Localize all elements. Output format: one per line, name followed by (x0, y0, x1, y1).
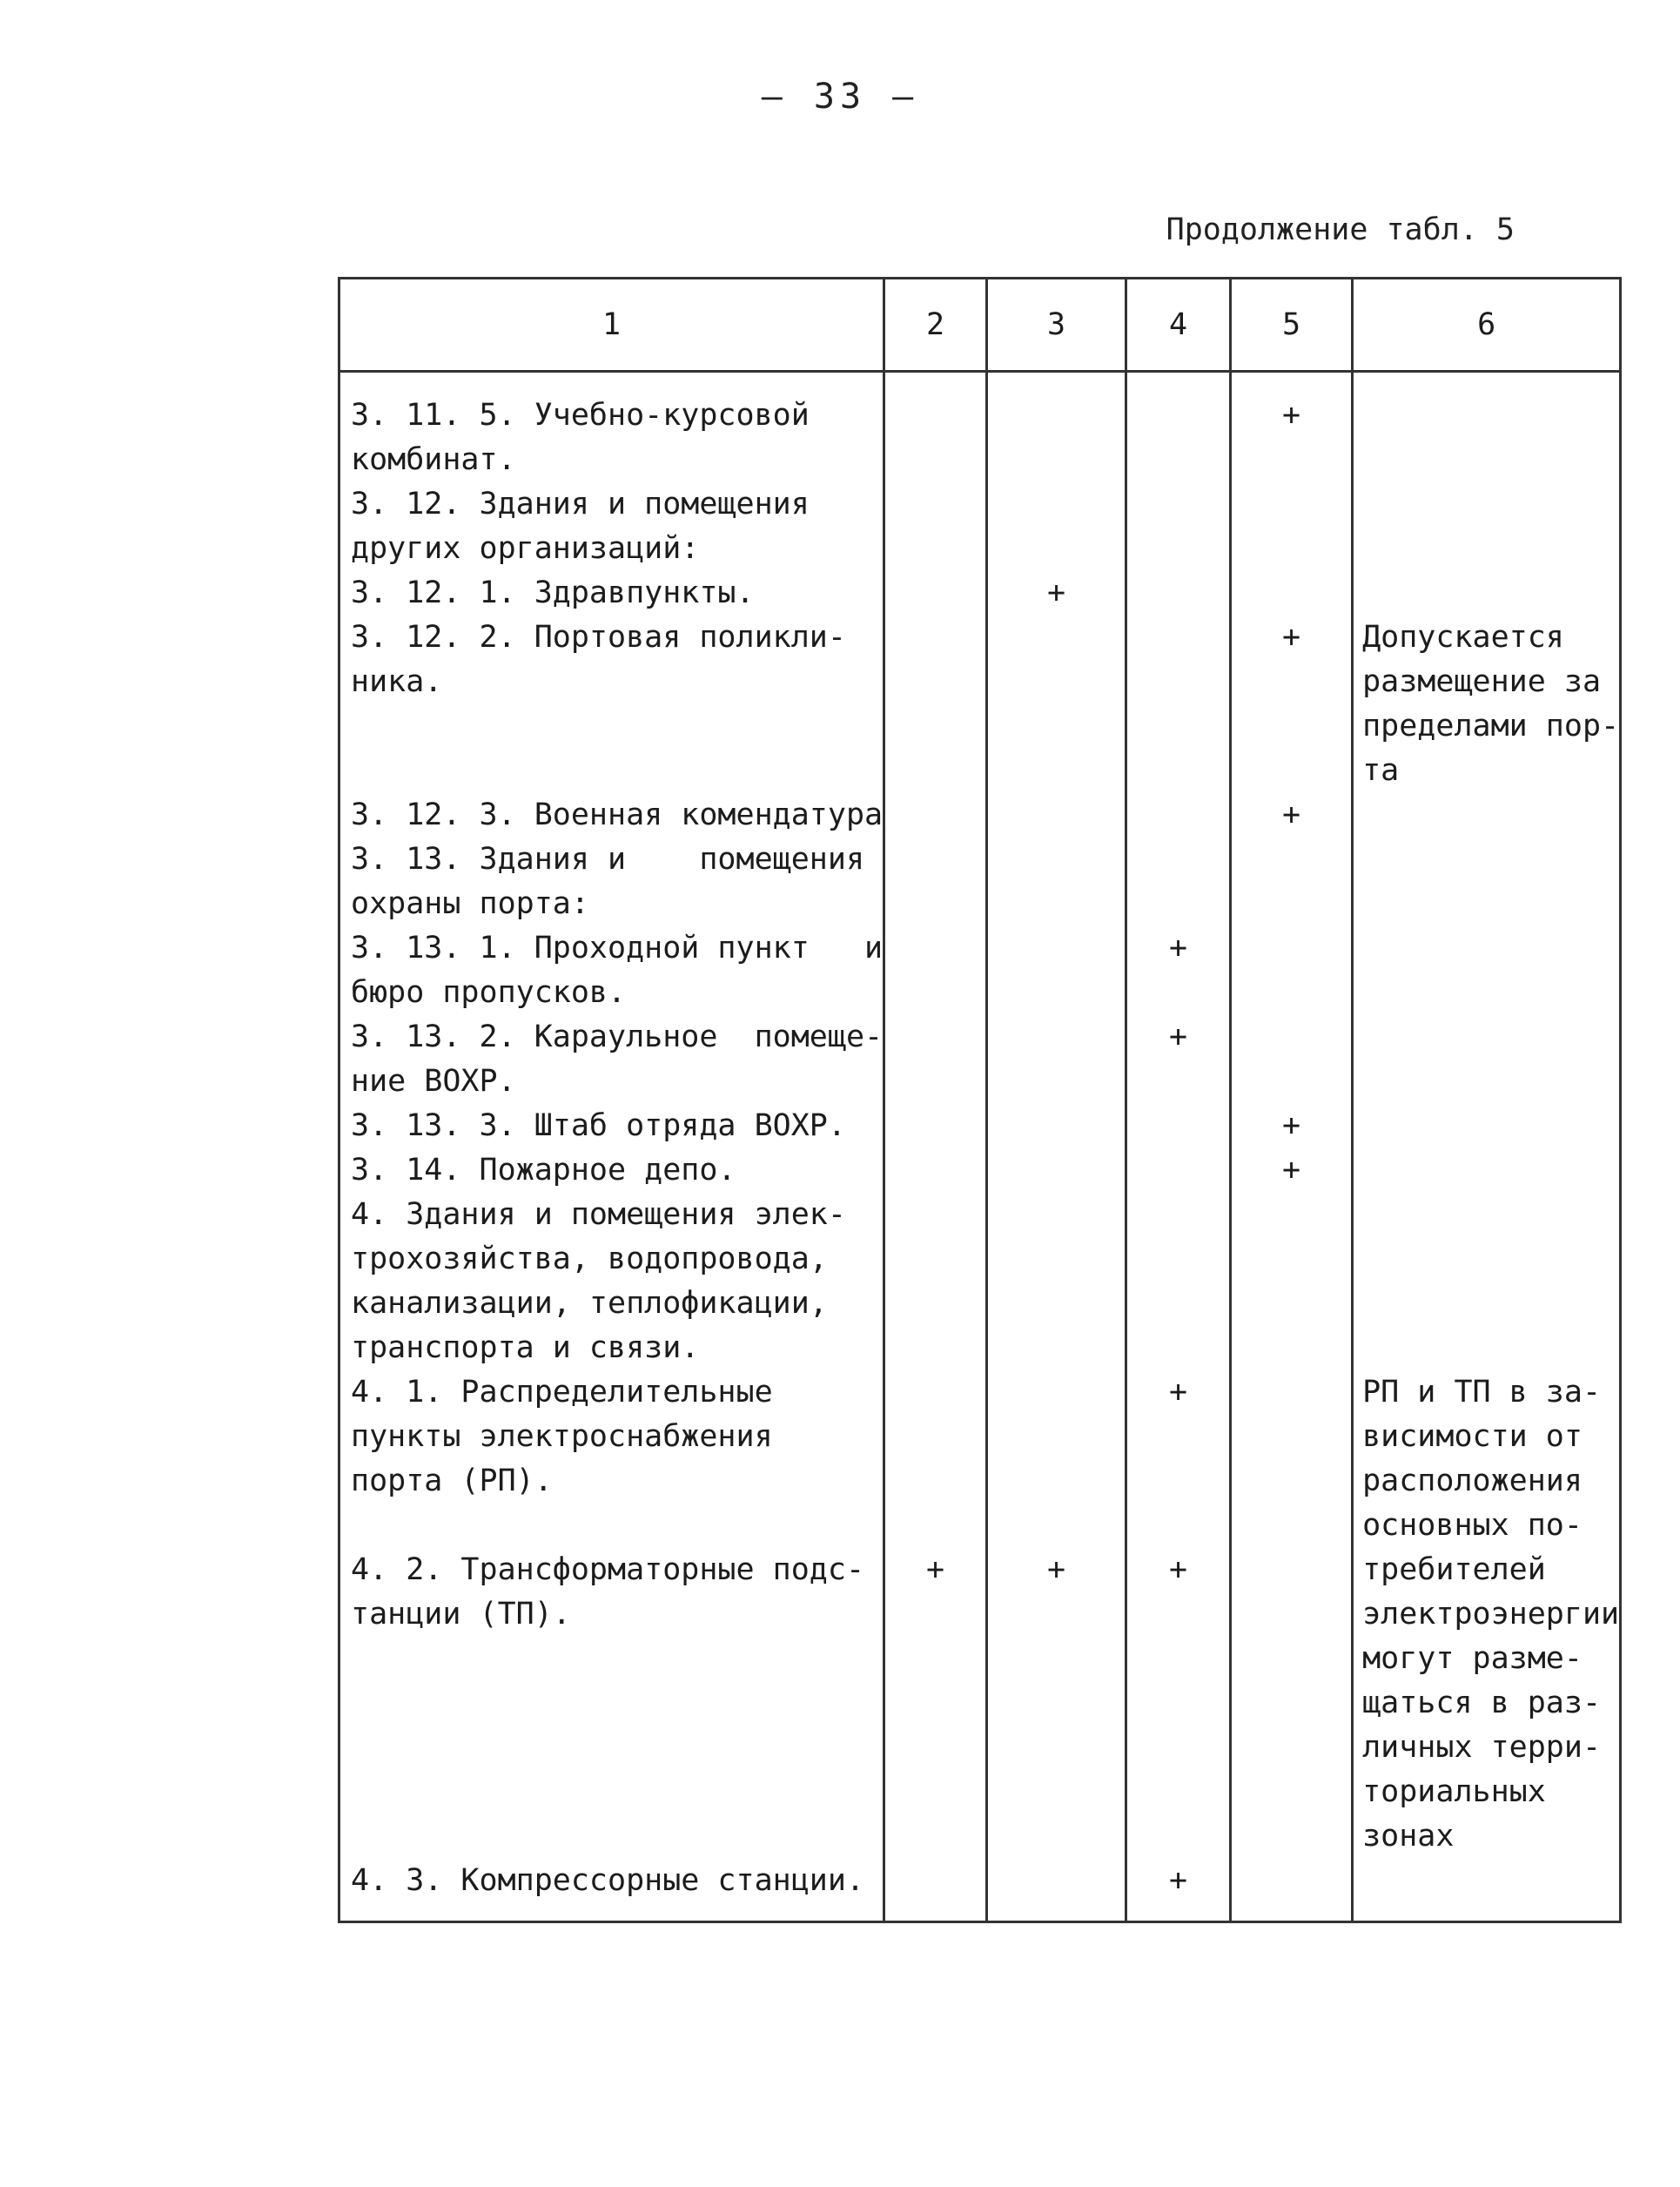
cell-note: личных терри- (1353, 1726, 1621, 1770)
cell-zone-3 (987, 838, 1126, 882)
cell-zone-3 (987, 971, 1126, 1015)
cell-note (1353, 372, 1621, 439)
cell-object-name (339, 704, 884, 749)
cell-zone-3: + (987, 571, 1126, 616)
cell-zone-5: + (1231, 372, 1353, 439)
cell-zone-3 (987, 926, 1126, 971)
table-row (339, 1459, 1621, 1504)
cell-note: ториальных (1353, 1770, 1621, 1814)
cell-object-name: транспорта и связи. (339, 1326, 884, 1370)
cell-zone-4: + (1126, 1370, 1231, 1415)
cell-zone-4 (1126, 1504, 1231, 1548)
cell-zone-4 (1126, 438, 1231, 482)
cell-zone-2 (884, 1193, 987, 1237)
table-row (339, 616, 1621, 660)
cell-object-name: порта (РП). (339, 1459, 884, 1504)
cell-zone-3 (987, 1814, 1126, 1859)
cell-zone-2 (884, 1859, 987, 1922)
cell-object-name (339, 1681, 884, 1726)
cell-note (1353, 438, 1621, 482)
cell-zone-5 (1231, 971, 1353, 1015)
cell-zone-3 (987, 527, 1126, 571)
cell-zone-4 (1126, 1681, 1231, 1726)
cell-note: Допускается (1353, 616, 1621, 660)
cell-note (1353, 527, 1621, 571)
cell-zone-4 (1126, 660, 1231, 704)
cell-zone-2 (884, 971, 987, 1015)
cell-zone-2 (884, 838, 987, 882)
cell-zone-4 (1126, 527, 1231, 571)
cell-object-name: охраны порта: (339, 882, 884, 926)
cell-zone-2 (884, 1415, 987, 1459)
cell-note: расположения (1353, 1459, 1621, 1504)
cell-zone-2 (884, 1459, 987, 1504)
cell-zone-2 (884, 1814, 987, 1859)
cell-note (1353, 971, 1621, 1015)
cell-zone-2 (884, 1726, 987, 1770)
table-row (339, 527, 1621, 571)
column-header-2: 2 (884, 279, 987, 372)
cell-zone-3 (987, 1726, 1126, 1770)
cell-zone-3 (987, 372, 1126, 439)
cell-note (1353, 1282, 1621, 1326)
cell-zone-2 (884, 749, 987, 793)
cell-note: щаться в раз- (1353, 1681, 1621, 1726)
table-row (339, 1770, 1621, 1814)
table-row (339, 882, 1621, 926)
cell-zone-2 (884, 926, 987, 971)
cell-zone-4 (1126, 571, 1231, 616)
cell-zone-2 (884, 1104, 987, 1148)
cell-zone-3 (987, 616, 1126, 660)
column-header-1: 1 (339, 279, 884, 372)
cell-zone-3 (987, 660, 1126, 704)
table-row (339, 1681, 1621, 1726)
cell-zone-3 (987, 793, 1126, 838)
cell-zone-3 (987, 1504, 1126, 1548)
cell-zone-2 (884, 1592, 987, 1637)
cell-zone-2 (884, 704, 987, 749)
cell-zone-5 (1231, 1060, 1353, 1104)
cell-zone-3 (987, 749, 1126, 793)
cell-zone-2: + (884, 1548, 987, 1592)
cell-zone-5 (1231, 1726, 1353, 1770)
cell-zone-4 (1126, 1060, 1231, 1104)
cell-zone-4: + (1126, 1548, 1231, 1592)
cell-zone-5 (1231, 660, 1353, 704)
cell-note (1353, 1193, 1621, 1237)
cell-zone-4 (1126, 616, 1231, 660)
cell-note (1353, 1104, 1621, 1148)
cell-zone-2 (884, 660, 987, 704)
cell-zone-5 (1231, 838, 1353, 882)
cell-zone-4 (1126, 704, 1231, 749)
table-row (339, 1592, 1621, 1637)
table-row (339, 1726, 1621, 1770)
cell-zone-3 (987, 1459, 1126, 1504)
cell-zone-3 (987, 1104, 1126, 1148)
cell-zone-2 (884, 372, 987, 439)
cell-zone-4 (1126, 372, 1231, 439)
cell-zone-5 (1231, 882, 1353, 926)
cell-zone-5 (1231, 1681, 1353, 1726)
cell-zone-4 (1126, 1415, 1231, 1459)
cell-zone-5 (1231, 1326, 1353, 1370)
table-row (339, 1237, 1621, 1282)
cell-object-name: трохозяйства, водопровода, (339, 1237, 884, 1282)
cell-zone-4 (1126, 1637, 1231, 1681)
column-header-5: 5 (1231, 279, 1353, 372)
cell-zone-3 (987, 1637, 1126, 1681)
cell-zone-5 (1231, 704, 1353, 749)
cell-object-name: пункты электроснабжения (339, 1415, 884, 1459)
cell-zone-4 (1126, 1282, 1231, 1326)
cell-zone-5 (1231, 1415, 1353, 1459)
cell-zone-5 (1231, 1637, 1353, 1681)
cell-note (1353, 571, 1621, 616)
cell-zone-2 (884, 571, 987, 616)
table-row (339, 1415, 1621, 1459)
cell-object-name (339, 1726, 884, 1770)
table-row (339, 1637, 1621, 1681)
table-row (339, 1814, 1621, 1859)
cell-note (1353, 1237, 1621, 1282)
cell-note: основных по- (1353, 1504, 1621, 1548)
cell-zone-4 (1126, 1814, 1231, 1859)
table-row (339, 482, 1621, 527)
cell-object-name: других организаций: (339, 527, 884, 571)
cell-zone-2 (884, 438, 987, 482)
table-row (339, 838, 1621, 882)
cell-zone-5: + (1231, 616, 1353, 660)
cell-zone-3 (987, 1681, 1126, 1726)
cell-note (1353, 1148, 1621, 1193)
cell-object-name: 4. 1. Распределительные (339, 1370, 884, 1415)
cell-zone-5 (1231, 1237, 1353, 1282)
cell-note (1353, 926, 1621, 971)
cell-object-name: 3. 12. Здания и помещения (339, 482, 884, 527)
table-row (339, 926, 1621, 971)
cell-zone-3 (987, 1592, 1126, 1637)
cell-zone-4 (1126, 1326, 1231, 1370)
cell-zone-2 (884, 527, 987, 571)
cell-zone-5 (1231, 571, 1353, 616)
cell-zone-5 (1231, 1504, 1353, 1548)
table-body (339, 372, 1621, 1922)
cell-zone-3: + (987, 1548, 1126, 1592)
cell-zone-2 (884, 882, 987, 926)
cell-object-name (339, 1637, 884, 1681)
cell-note: зонах (1353, 1814, 1621, 1859)
cell-zone-5: + (1231, 793, 1353, 838)
cell-zone-4: + (1126, 1859, 1231, 1922)
cell-object-name: 3. 12. 1. Здравпункты. (339, 571, 884, 616)
cell-object-name (339, 1814, 884, 1859)
column-header-3: 3 (987, 279, 1126, 372)
table-row (339, 1859, 1621, 1922)
cell-zone-4 (1126, 1148, 1231, 1193)
cell-zone-3 (987, 1237, 1126, 1282)
cell-zone-2 (884, 1504, 987, 1548)
cell-note: электроэнергии (1353, 1592, 1621, 1637)
cell-object-name: ника. (339, 660, 884, 704)
table-row (339, 971, 1621, 1015)
table-row (339, 372, 1621, 439)
cell-zone-5 (1231, 926, 1353, 971)
cell-note (1353, 882, 1621, 926)
cell-zone-4 (1126, 882, 1231, 926)
cell-object-name: 4. 2. Трансформаторные подс- (339, 1548, 884, 1592)
cell-zone-2 (884, 616, 987, 660)
cell-zone-2 (884, 1770, 987, 1814)
cell-object-name: комбинат. (339, 438, 884, 482)
table-row (339, 749, 1621, 793)
cell-zone-5 (1231, 749, 1353, 793)
table-row (339, 1193, 1621, 1237)
cell-note: РП и ТП в за- (1353, 1370, 1621, 1415)
cell-zone-4 (1126, 1770, 1231, 1814)
table-row (339, 704, 1621, 749)
table-row (339, 571, 1621, 616)
cell-zone-4 (1126, 482, 1231, 527)
cell-zone-5 (1231, 1193, 1353, 1237)
cell-note (1353, 1060, 1621, 1104)
cell-zone-5 (1231, 1770, 1353, 1814)
cell-object-name: 3. 13. Здания и помещения (339, 838, 884, 882)
cell-zone-3 (987, 882, 1126, 926)
cell-object-name (339, 1504, 884, 1548)
cell-zone-4 (1126, 1193, 1231, 1237)
cell-note: требителей (1353, 1548, 1621, 1592)
cell-zone-3 (987, 1193, 1126, 1237)
cell-zone-3 (987, 1415, 1126, 1459)
cell-zone-5 (1231, 482, 1353, 527)
cell-object-name (339, 1770, 884, 1814)
cell-note: могут разме- (1353, 1637, 1621, 1681)
table-row (339, 1015, 1621, 1060)
permissibility-table (338, 277, 1622, 1923)
cell-note (1353, 1859, 1621, 1922)
cell-zone-3 (987, 1148, 1126, 1193)
cell-zone-2 (884, 1282, 987, 1326)
cell-object-name: 3. 12. 2. Портовая поликли- (339, 616, 884, 660)
table-row (339, 1370, 1621, 1415)
cell-zone-2 (884, 482, 987, 527)
cell-zone-4 (1126, 1592, 1231, 1637)
cell-zone-2 (884, 1370, 987, 1415)
cell-zone-3 (987, 704, 1126, 749)
cell-zone-5 (1231, 1548, 1353, 1592)
table-row (339, 660, 1621, 704)
cell-zone-5 (1231, 438, 1353, 482)
cell-zone-5 (1231, 1459, 1353, 1504)
cell-zone-2 (884, 1637, 987, 1681)
table-row (339, 1326, 1621, 1370)
table-row (339, 1548, 1621, 1592)
cell-zone-5 (1231, 1370, 1353, 1415)
cell-object-name (339, 749, 884, 793)
table-row (339, 1504, 1621, 1548)
cell-zone-3 (987, 1015, 1126, 1060)
table-row (339, 1104, 1621, 1148)
cell-zone-4 (1126, 838, 1231, 882)
cell-zone-5: + (1231, 1148, 1353, 1193)
table-row (339, 1282, 1621, 1326)
cell-zone-3 (987, 1770, 1126, 1814)
table-row (339, 793, 1621, 838)
cell-zone-3 (987, 1060, 1126, 1104)
cell-object-name: 4. Здания и помещения элек- (339, 1193, 884, 1237)
column-header-6: 6 (1353, 279, 1621, 372)
cell-note (1353, 1326, 1621, 1370)
cell-note: пределами пор- (1353, 704, 1621, 749)
cell-zone-5: + (1231, 1104, 1353, 1148)
cell-zone-2 (884, 1326, 987, 1370)
cell-zone-3 (987, 1859, 1126, 1922)
cell-note: размещение за (1353, 660, 1621, 704)
cell-object-name: 3. 13. 3. Штаб отряда ВОХР. (339, 1104, 884, 1148)
table-row (339, 1148, 1621, 1193)
cell-object-name: 3. 12. 3. Военная комендатура (339, 793, 884, 838)
cell-object-name: канализации, теплофикации, (339, 1282, 884, 1326)
table-row (339, 438, 1621, 482)
cell-object-name: 3. 13. 2. Караульное помеще- (339, 1015, 884, 1060)
cell-zone-3 (987, 1326, 1126, 1370)
cell-zone-2 (884, 1015, 987, 1060)
cell-zone-3 (987, 1282, 1126, 1326)
cell-note: та (1353, 749, 1621, 793)
table-row (339, 1060, 1621, 1104)
cell-zone-4 (1126, 793, 1231, 838)
cell-zone-5 (1231, 1592, 1353, 1637)
cell-zone-2 (884, 793, 987, 838)
cell-note (1353, 838, 1621, 882)
cell-object-name: ние ВОХР. (339, 1060, 884, 1104)
cell-object-name: 3. 11. 5. Учебно-курсовой (339, 372, 884, 439)
cell-zone-4 (1126, 971, 1231, 1015)
cell-object-name: 3. 14. Пожарное депо. (339, 1148, 884, 1193)
header-row (339, 279, 1621, 372)
cell-zone-4: + (1126, 926, 1231, 971)
cell-object-name: танции (ТП). (339, 1592, 884, 1637)
cell-zone-5 (1231, 1015, 1353, 1060)
cell-zone-2 (884, 1237, 987, 1282)
cell-zone-5 (1231, 1859, 1353, 1922)
cell-object-name: бюро пропусков. (339, 971, 884, 1015)
cell-zone-4 (1126, 1726, 1231, 1770)
cell-zone-2 (884, 1148, 987, 1193)
cell-zone-4: + (1126, 1015, 1231, 1060)
cell-zone-4 (1126, 1237, 1231, 1282)
page-number: – 33 – (761, 77, 919, 117)
cell-zone-4 (1126, 749, 1231, 793)
cell-zone-2 (884, 1060, 987, 1104)
cell-zone-4 (1126, 1104, 1231, 1148)
cell-zone-3 (987, 438, 1126, 482)
cell-note (1353, 1015, 1621, 1060)
cell-object-name: 4. 3. Компрессорные станции. (339, 1859, 884, 1922)
cell-note (1353, 793, 1621, 838)
cell-zone-5 (1231, 1814, 1353, 1859)
cell-zone-4 (1126, 1459, 1231, 1504)
cell-zone-5 (1231, 527, 1353, 571)
cell-zone-3 (987, 1370, 1126, 1415)
cell-zone-5 (1231, 1282, 1353, 1326)
cell-zone-3 (987, 482, 1126, 527)
cell-note: висимости от (1353, 1415, 1621, 1459)
cell-object-name: 3. 13. 1. Проходной пункт и (339, 926, 884, 971)
cell-zone-2 (884, 1681, 987, 1726)
table-continuation-label: Продолжение табл. 5 (1166, 212, 1515, 247)
cell-note (1353, 482, 1621, 527)
column-header-4: 4 (1126, 279, 1231, 372)
